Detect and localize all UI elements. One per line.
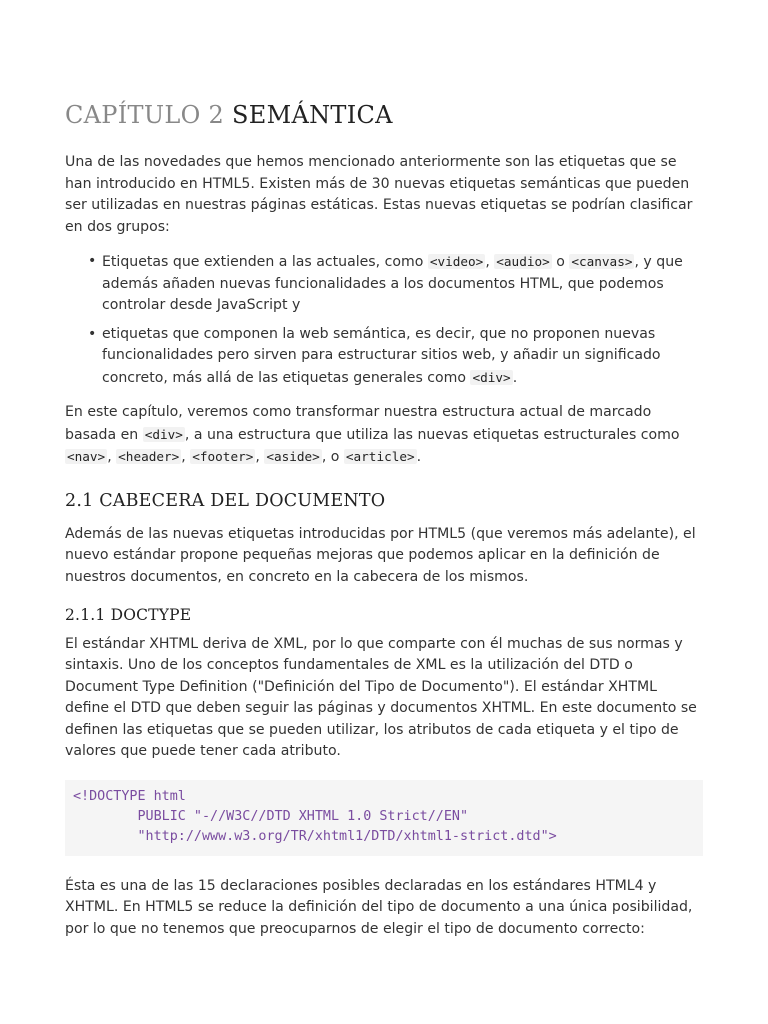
inline-code: <div> xyxy=(472,369,511,385)
code-line: PUBLIC "-//W3C//DTD XHTML 1.0 Strict//EN" xyxy=(73,808,469,824)
chapter-name: SEMÁNTICA xyxy=(232,101,393,129)
document-page xyxy=(65,100,703,953)
inline-code: <header> xyxy=(118,449,180,464)
paragraph-text: , o xyxy=(321,449,344,465)
inline-code: <nav> xyxy=(67,449,106,464)
closing-paragraph: Ésta es una de las 15 declaraciones posibles declaradas en los estándares HTML4 y XHTML. En HTML5 se reduce la definición del tipo de documento a una única posibilidad, por lo que no tenemos que preocuparnos de elegir el tipo de documento correcto: xyxy=(65,877,693,937)
structure-paragraph xyxy=(65,402,703,469)
list-text: , y que además añaden nuevas funcionalidades a los documentos HTML, que podemos controlar desde JavaScript y xyxy=(102,254,683,313)
chapter-label: CAPÍTULO 2 xyxy=(65,101,225,129)
section-heading: 2.1 CABECERA DEL DOCUMENTO xyxy=(65,490,386,511)
paragraph-text: , xyxy=(255,449,265,465)
list-text: , xyxy=(485,254,495,270)
inline-code: <canvas> xyxy=(571,254,633,269)
subsection-paragraph: El estándar XHTML deriva de XML, por lo que comparte con él muchas de sus normas y sintaxis. Uno de los conceptos fundamentales de XML es la utilización del DTD o Document Type Definition ("Definición del Tipo de Documento"). El estándar XHTML define el DTD que deben seguir las páginas y documentos XHTML. En este documento se definen las etiquetas que se pueden utilizar, los atributos de cada etiqueta y el tipo de valores que puede tener cada atributo. xyxy=(65,635,697,760)
paragraph-text: En este capítulo, veremos como transformar nuestra estructura actual de marcado basada en xyxy=(65,404,652,443)
list-text: o xyxy=(551,254,570,270)
paragraph-text: . xyxy=(416,449,422,465)
inline-code: <audio> xyxy=(496,254,550,269)
list-text: Etiquetas que extienden a las actuales, como xyxy=(102,254,428,270)
subsection-heading: 2.1.1 DOCTYPE xyxy=(65,606,192,624)
paragraph-text: , a una estructura que utiliza las nuevas etiquetas estructurales como xyxy=(184,426,680,443)
tag-groups-list xyxy=(65,251,703,389)
inline-code: <video> xyxy=(429,254,484,269)
inline-code: <footer> xyxy=(192,449,254,464)
section-paragraph: Además de las nuevas etiquetas introducidas por HTML5 (que veremos más adelante), el nuevo estándar propone pequeñas mejoras que podemos aplicar en la definición de nuestros documentos, en concreto en la cabecera de los mismos. xyxy=(65,525,696,585)
list-item xyxy=(102,251,703,317)
inline-code: <div> xyxy=(144,426,183,442)
paragraph-text: , xyxy=(181,449,191,465)
inline-code: <aside> xyxy=(266,449,320,464)
list-item xyxy=(102,324,703,390)
code-line: "http://www.w3.org/TR/xhtml1/DTD/xhtml1-strict.dtd"> xyxy=(73,828,557,844)
intro-paragraph: Una de las novedades que hemos mencionado anteriormente son las etiquetas que se han introducido en HTML5. Existen más de 30 nuevas etiquetas semánticas que pueden ser utilizadas en nuestras páginas estáticas. Estas nuevas etiquetas se podrían clasificar en dos grupos: xyxy=(65,154,693,235)
paragraph-text: , xyxy=(107,449,117,465)
code-line: <!DOCTYPE html xyxy=(73,788,186,804)
inline-code: <article> xyxy=(345,449,415,464)
list-text: etiquetas que componen la web semántica, es decir, que no proponen nuevas funcionalidades pero sirven para estructurar sitios web, y añadir un significado concreto, más allá de las etiquetas generales como xyxy=(102,325,661,386)
list-text: . xyxy=(512,369,518,386)
doctype-code-block xyxy=(65,780,703,856)
chapter-title xyxy=(65,100,703,130)
